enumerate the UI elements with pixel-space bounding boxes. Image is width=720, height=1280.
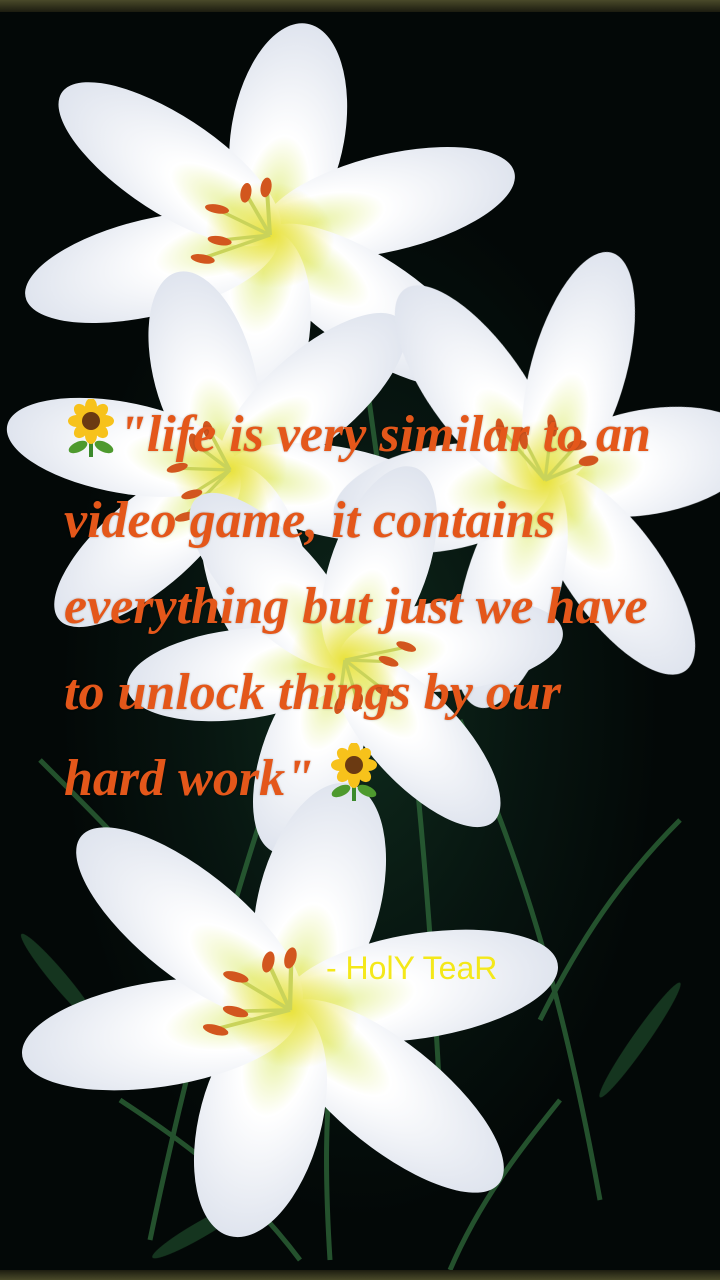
- sunflower-icon: [327, 743, 381, 803]
- sunflower-icon: [64, 399, 118, 459]
- quote-text: "life is very similar to an video game, it contains everything but just we have to unlock things by our hard work": [64, 406, 651, 807]
- quote-text-block: [64, 392, 664, 822]
- author-attribution: - HolY TeaR: [326, 950, 498, 986]
